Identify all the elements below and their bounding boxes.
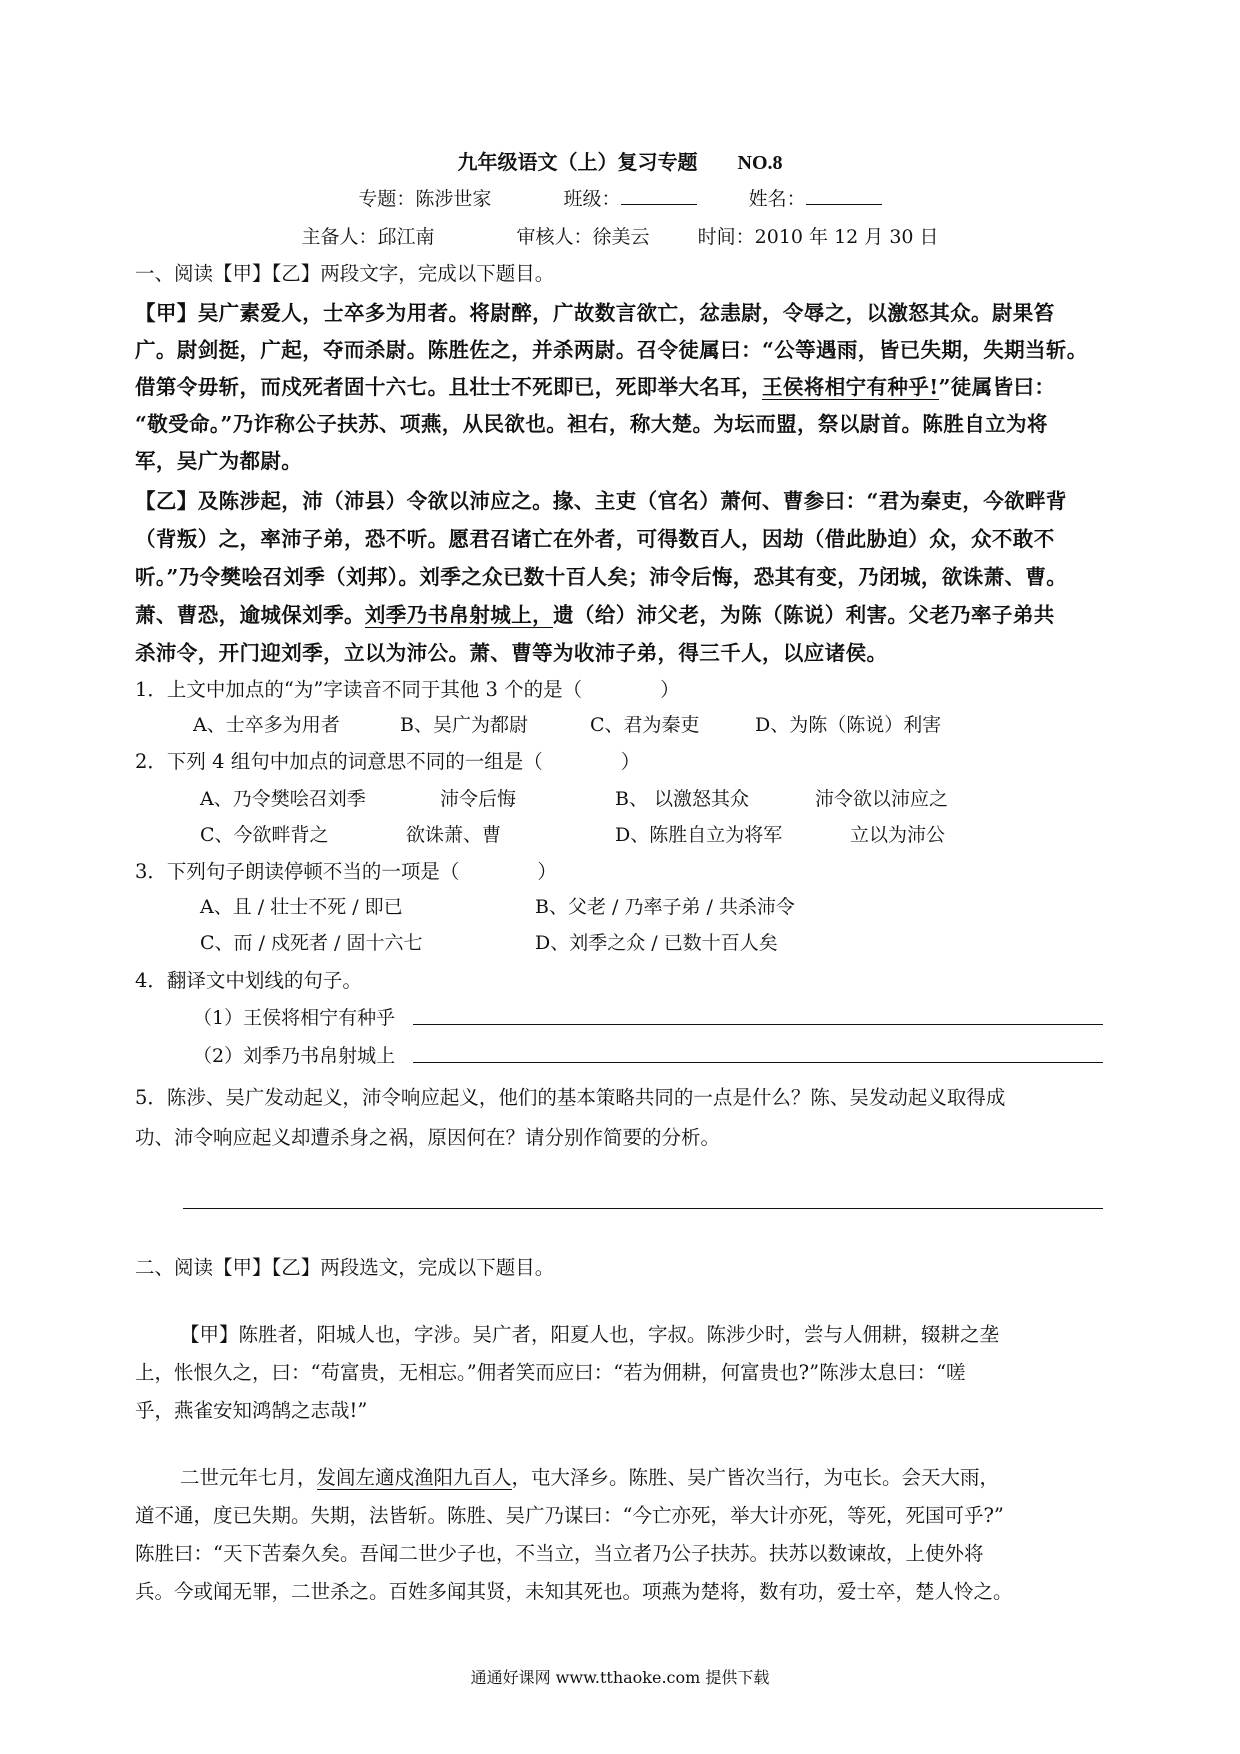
jia-line-2: 广。尉剑挺，广起，夺而杀尉。陈胜佐之，并杀两尉。召令徒属曰：“公等遇雨，皆已失期，失期当斩。 xyxy=(135,338,1088,362)
q4-item-2: （2）刘季乃书帛射城上 xyxy=(193,1045,396,1067)
class-label: 班级： xyxy=(563,188,621,210)
s2-p2-line-2: 道不通，度已失期。失期，法皆斩。陈胜、吴广乃谋曰：“今亡亦死，举大计亦死，等死，死国可乎?” xyxy=(135,1504,1004,1527)
q2-option-b2: 沛令欲以沛应之 xyxy=(815,788,949,810)
q3-option-d: D、刘季之众 / 已数十百人矣 xyxy=(535,932,778,954)
jia-line-4: “敬受命。”乃诈称公子扶苏、项燕，从民欲也。袒右，称大楚。为坛而盟，祭以尉首。陈胜自立为将 xyxy=(135,412,1048,436)
page-title xyxy=(0,146,1240,175)
q3-option-c: C、而 / 戍死者 / 固十六七 xyxy=(200,932,423,954)
s2-p2-line-1-end: ，屯大泽乡。陈胜、吴广皆次当行，为屯长。会天大雨， xyxy=(511,1466,1000,1489)
question-1: 1．上文中加点的“为”字读音不同于其他 3 个的是（ ） xyxy=(135,678,680,701)
underlined-sentence-2: 刘季乃书帛射城上， xyxy=(364,603,554,627)
question-3: 3．下列句子朗读停顿不当的一项是（ ） xyxy=(135,860,557,883)
underlined-sentence-3: 发闾左適戍渔阳九百人 xyxy=(316,1466,512,1489)
q3-option-b: B、父老 / 乃率子弟 / 共杀沛令 xyxy=(535,896,795,918)
section2-intro: 二、阅读【甲】【乙】两段选文，完成以下题目。 xyxy=(135,1256,555,1279)
yi-line-3: 听。”乃令樊哙召刘季（刘邦）。刘季之众已数十百人矣；沛令后悔，恐其有变，乃闭城，欲诛萧、曹。 xyxy=(135,565,1068,589)
yi-line-4-tail: 遗（给）沛父老，为陈（陈说）利害。父老乃率子弟共 xyxy=(553,603,1055,627)
q2-option-c2: 欲诛萧、曹 xyxy=(406,824,502,846)
q3-option-a: A、且 / 壮士不死 / 即已 xyxy=(200,896,403,918)
q1-option-b: B、吴广为都尉 xyxy=(400,714,528,736)
page-footer: 通通好课网 www.tthaoke.com 提供下载 xyxy=(470,1668,770,1687)
jia-line-5: 军，吴广为都尉。 xyxy=(135,449,303,473)
jia-line-1: 【甲】吴广素爱人，士卒多为用者。将尉醉，广故数言欲亡，忿恚尉，令辱之，以激怒其众。尉果笞 xyxy=(135,301,1055,325)
yi-line-5: 杀沛令，开门迎刘季，立以为沛公。萧、曹等为收沛子弟，得三千人，以应诸侯。 xyxy=(135,641,888,665)
s2-p2-line-3: 陈胜曰：“天下苦秦久矣。吾闻二世少子也，不当立，当立者乃公子扶苏。扶苏以数谏故，上使外将 xyxy=(135,1542,984,1565)
s2-p2-line-1-start: 二世元年七月， xyxy=(180,1466,317,1489)
q2-option-a2: 沛令后悔 xyxy=(440,788,517,810)
s2-p1-line-3: 乎，燕雀安知鸿鹄之志哉!” xyxy=(135,1399,368,1422)
question-5-line-2: 功、沛令响应起义却遭杀身之祸，原因何在？请分别作简要的分析。 xyxy=(135,1126,721,1149)
q4-item-1: （1）王侯将相宁有种乎 xyxy=(193,1007,396,1029)
s2-p1-line-1: 【甲】陈胜者，阳城人也，字涉。吴广者，阳夏人也，字叔。陈涉少时，尝与人佣耕，辍耕之垄 xyxy=(180,1323,1000,1346)
name-label: 姓名： xyxy=(748,188,806,210)
yi-line-1: 【乙】及陈涉起，沛（沛县）令欲以沛应之。掾、主吏（官名）萧何、曹参曰：“君为秦吏，今欲畔背 xyxy=(135,489,1067,513)
q2-option-d1: D、陈胜自立为将军 xyxy=(615,824,783,846)
underlined-sentence-1: 王侯将相宁有种乎! xyxy=(762,375,939,399)
jia-line-3 xyxy=(135,370,1115,400)
date-label: 时间：2010 年 12 月 30 日 xyxy=(697,226,939,248)
q2-option-a1: A、乃令樊哙召刘季 xyxy=(200,788,366,810)
q1-option-d: D、为陈（陈说）利害 xyxy=(755,714,942,736)
jia-line-3-tail: ”徒属皆曰： xyxy=(938,375,1056,399)
header-staff-row xyxy=(0,222,1240,249)
yi-line-4-text: 萧、曹恐，逾城保刘季。 xyxy=(135,603,365,627)
q1-option-a: A、士卒多为用者 xyxy=(193,714,340,736)
section1-intro: 一、阅读【甲】【乙】两段文字，完成以下题目。 xyxy=(135,262,555,285)
q2-option-c1: C、今欲畔背之 xyxy=(200,824,329,846)
preparer-label: 主备人：邱江南 xyxy=(301,226,435,248)
question-5-line-1: 5．陈涉、吴广发动起义，沛令响应起义，他们的基本策略共同的一点是什么？陈、吴发动起义取得成 xyxy=(135,1086,1006,1109)
header-info-row xyxy=(0,184,1240,211)
name-blank xyxy=(806,186,882,205)
yi-line-2: （背叛）之，率沛子弟，恐不听。愿君召诸亡在外者，可得数百人，因劫（借此胁迫）众，众不敢不 xyxy=(135,527,1055,551)
topic-label: 专题：陈涉世家 xyxy=(358,188,492,210)
reviewer-label: 审核人：徐美云 xyxy=(516,226,650,248)
question-2: 2．下列 4 组句中加点的词意思不同的一组是（ ） xyxy=(135,750,641,773)
q4-answer-line-2[interactable] xyxy=(413,1062,1103,1063)
jia-line-3-text: 借第令毋斩，而戍死者固十六七。且壮士不死即已，死即举大名耳， xyxy=(135,375,762,399)
q2-option-b1: B、 以激怒其众 xyxy=(615,788,750,810)
class-blank xyxy=(621,186,697,205)
s2-p1-line-2: 上，怅恨久之，曰：“苟富贵，无相忘。”佣者笑而应曰：“若为佣耕，何富贵也?”陈涉太息曰：“嗟 xyxy=(135,1361,966,1384)
q1-option-c: C、君为秦吏 xyxy=(590,714,700,736)
s2-p2-line-1 xyxy=(180,1462,1115,1490)
question-4: 4．翻译文中划线的句子。 xyxy=(135,969,362,992)
title-number: NO.8 xyxy=(737,152,783,174)
q5-answer-line[interactable] xyxy=(183,1208,1103,1209)
title-text: 九年级语文（上）复习专题 xyxy=(457,150,698,174)
q2-option-d2: 立以为沛公 xyxy=(850,824,946,846)
s2-p2-line-4: 兵。今或闻无罪，二世杀之。百姓多闻其贤，未知其死也。项燕为楚将，数有功，爱士卒，楚人怜之。 xyxy=(135,1580,1013,1603)
q4-answer-line-1[interactable] xyxy=(413,1024,1103,1025)
yi-line-4 xyxy=(135,598,1115,628)
